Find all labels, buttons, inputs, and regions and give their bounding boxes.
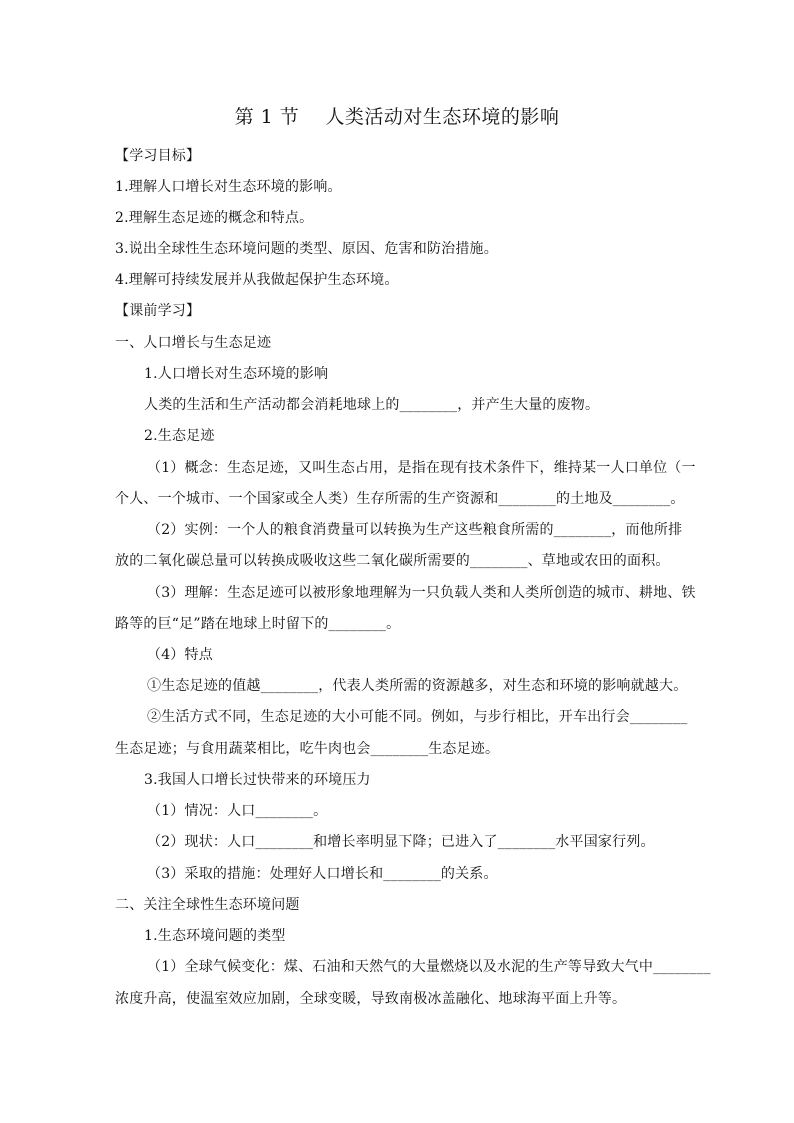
section-heading-prestudy: 【课前学习】 bbox=[115, 303, 201, 319]
paragraph-line: （3）采取的措施：处理好人口增长和________的关系。 bbox=[147, 866, 498, 882]
part-heading: 二、关注全球性生态环境问题 bbox=[115, 897, 300, 913]
paragraph-line: 放的二氧化碳总量可以转换成吸收这些二氧化碳所需要的________、草地或农田的面积。 bbox=[115, 553, 670, 569]
paragraph-line: 浓度升高，使温室效应加剧，全球变暖，导致南极冰盖融化、地球海平面上升等。 bbox=[115, 991, 627, 1007]
subsection-heading: 1.人口增长对生态环境的影响 bbox=[144, 366, 329, 382]
paragraph-line: （2）实例：一个人的粮食消费量可以转换为生产这些粮食所需的________，而他所排 bbox=[147, 522, 683, 538]
section-heading-objectives: 【学习目标】 bbox=[115, 148, 201, 164]
paragraph-line: （3）理解：生态足迹可以被形象地理解为一只负载人类和人类所创造的城市、耕地、铁 bbox=[147, 585, 696, 601]
paragraph-line: （2）现状：人口________和增长率明显下降；已进入了________水平国家行列。 bbox=[147, 834, 655, 850]
objective-item: 3.说出全球性生态环境问题的类型、原因、危害和防治措施。 bbox=[115, 241, 498, 257]
page-title: 第 1 节 人类活动对生态环境的影响 bbox=[234, 106, 560, 128]
subsection-heading: 2.生态足迹 bbox=[144, 428, 215, 444]
paragraph-line: （4）特点 bbox=[147, 647, 213, 663]
paragraph-line: 路等的巨“足”踏在地球上时留下的________。 bbox=[115, 616, 401, 632]
objective-item: 4.理解可持续发展并从我做起保护生态环境。 bbox=[115, 272, 399, 288]
objective-item: 1.理解人口增长对生态环境的影响。 bbox=[115, 179, 342, 195]
paragraph-line: 个人、一个城市、一个国家或全人类）生存所需的生产资源和________的土地及________。 bbox=[115, 491, 685, 507]
paragraph-line: 人类的生活和生产活动都会消耗地球上的________，并产生大量的废物。 bbox=[144, 397, 600, 413]
subsection-heading: 1.生态环境问题的类型 bbox=[144, 928, 286, 944]
paragraph-line: ②生活方式不同，生态足迹的大小可能不同。例如，与步行相比，开车出行会________ bbox=[147, 709, 688, 725]
objective-item: 2.理解生态足迹的概念和特点。 bbox=[115, 210, 314, 226]
paragraph-line: ①生态足迹的值越________，代表人类所需的资源越多，对生态和环境的影响就越大。 bbox=[147, 678, 688, 694]
subsection-heading: 3.我国人口增长过快带来的环境压力 bbox=[144, 772, 371, 788]
part-heading: 一、人口增长与生态足迹 bbox=[115, 335, 272, 351]
paragraph-line: 生态足迹；与食用蔬菜相比，吃牛肉也会________生态足迹。 bbox=[115, 741, 500, 757]
paragraph-line: （1）概念：生态足迹，又叫生态占用，是指在现有技术条件下，维持某一人口单位（一 bbox=[147, 460, 696, 476]
paragraph-line: （1）情况：人口________。 bbox=[147, 803, 328, 819]
paragraph-line: （1）全球气候变化：煤、石油和天然气的大量燃烧以及水泥的生产等导致大气中________ bbox=[147, 959, 711, 975]
